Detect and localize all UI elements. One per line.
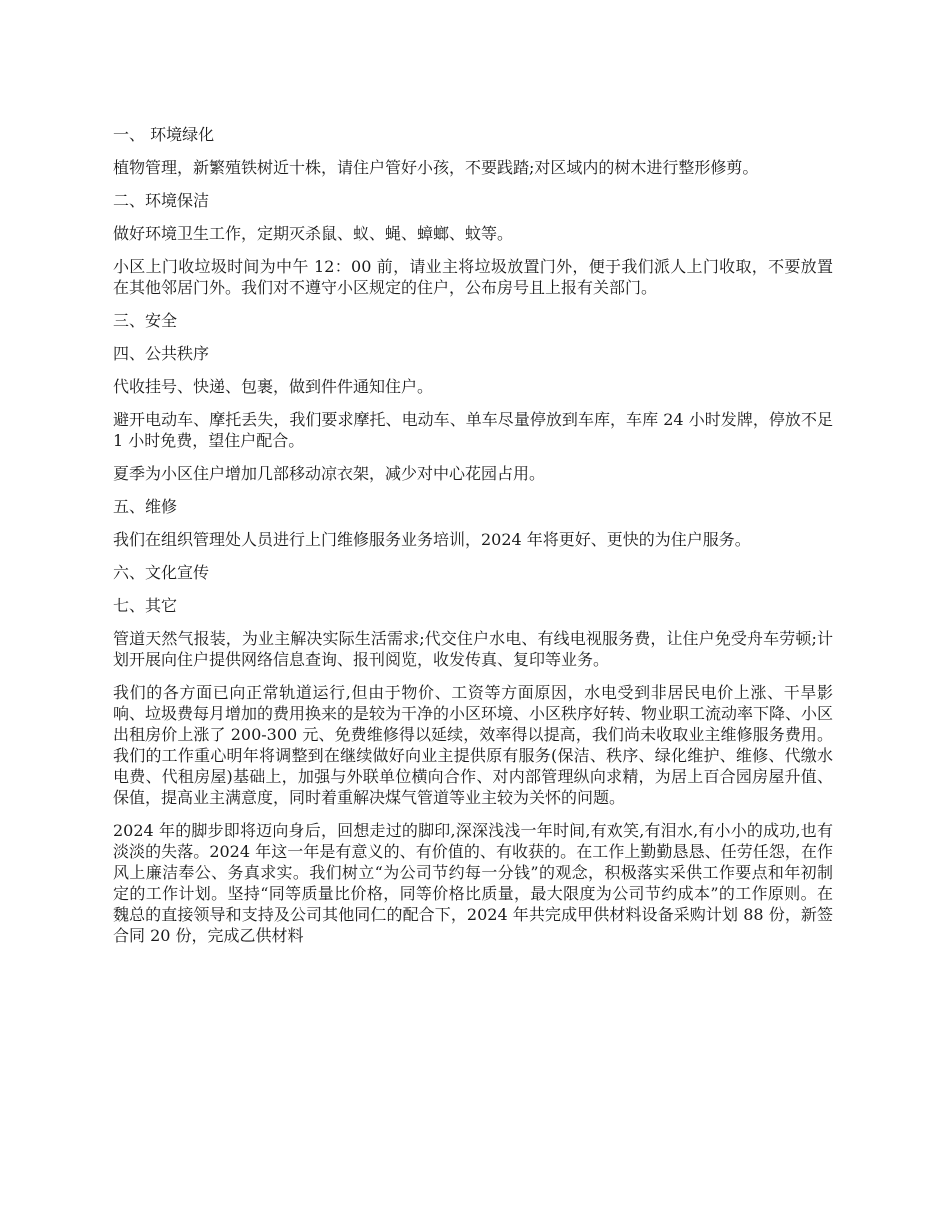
paragraph-drying-racks: 夏季为小区住户增加几部移动凉衣架，减少对中心花园占用。 (113, 464, 546, 483)
section-heading-greening: 一、 环境绿化 (113, 125, 215, 144)
section-heading-public-order: 四、公共秩序 (113, 344, 210, 363)
paragraph-repair-training: 我们在组织管理处人员进行上门维修服务业务培训，2024 年将更好、更快的为住户服务。 (113, 530, 751, 549)
paragraph-parking: 避开电动车、摩托丢失，我们要求摩托、电动车、单车尽量停放到车库，车库 24 小时发牌，停放不足 1 小时免费，望住户配合。 (113, 410, 833, 450)
paragraph-operations-summary: 我们的各方面已向正常轨道运行,但由于物价、工资等方面原因，水电受到非居民电价上涨、干旱影响、垃圾费每月增加的费用换来的是较为干净的小区环境、小区秩序好转、物业职工流动率下降、小区出租房价上涨了 200-300 元、免费维修得以延续，效率得以提高，我们尚未收取业主维修服务费用。我们的工作重心明年将调整到在继续做好向业主提供原有服务(保洁、秩序、绿化维护、维修、代缴水电费、代租房屋)基础上，加强与外联单位横向合作、对内部管理纵向求精，为居上百合园房屋升值、保值，提高业主满意度，同时着重解决煤气管道等业主较为关怀的问题。 (113, 683, 834, 807)
paragraph-year-review: 2024 年的脚步即将迈向身后，回想走过的脚印,深深浅浅一年时间,有欢笑,有泪水,有小小的成功,也有淡淡的失落。2024 年这一年是有意义的、有价值的、有收获的。在工作上勤勤恳恳、任劳任怨，在作风上廉洁奉公、务真求实。我们树立“为公司节约每一分钱”的观念，积极落实采供工作要点和年初制定的工作计划。坚持“同等质量比价格，同等价格比质量，最大限度为公司节约成本”的工作原则。在魏总的直接领导和支持及公司其他同仁的配合下，2024 年共完成甲供材料设备采购计划 88 份，新签合同 20 份，完成乙供材料 (113, 821, 833, 945)
paragraph-gas-services: 管道天然气报装，为业主解决实际生活需求;代交住户水电、有线电视服务费，让住户免受舟车劳顿;计划开展向住户提供网络信息查询、报刊阅览，收发传真、复印等业务。 (113, 629, 833, 669)
document-page (113, 124, 833, 958)
section-heading-culture: 六、文化宣传 (113, 563, 210, 582)
section-heading-other: 七、其它 (113, 596, 178, 615)
paragraph-sanitation: 做好环境卫生工作，定期灭杀鼠、蚁、蝇、蟑螂、蚊等。 (113, 224, 514, 243)
paragraph-parcels: 代收挂号、快递、包裹，做到件件通知住户。 (113, 377, 434, 396)
paragraph-plant-management: 植物管理，新繁殖铁树近十株，请住户管好小孩，不要践踏;对区域内的树木进行整形修剪。 (113, 158, 759, 177)
section-heading-cleaning: 二、环境保洁 (113, 191, 210, 210)
section-heading-maintenance: 五、维修 (113, 497, 178, 516)
paragraph-garbage-collection: 小区上门收垃圾时间为中午 12：00 前，请业主将垃圾放置门外，便于我们派人上门收取，不要放置在其他邻居门外。我们对不遵守小区规定的住户，公布房号且上报有关部门。 (113, 257, 833, 297)
section-heading-safety: 三、安全 (113, 311, 178, 330)
